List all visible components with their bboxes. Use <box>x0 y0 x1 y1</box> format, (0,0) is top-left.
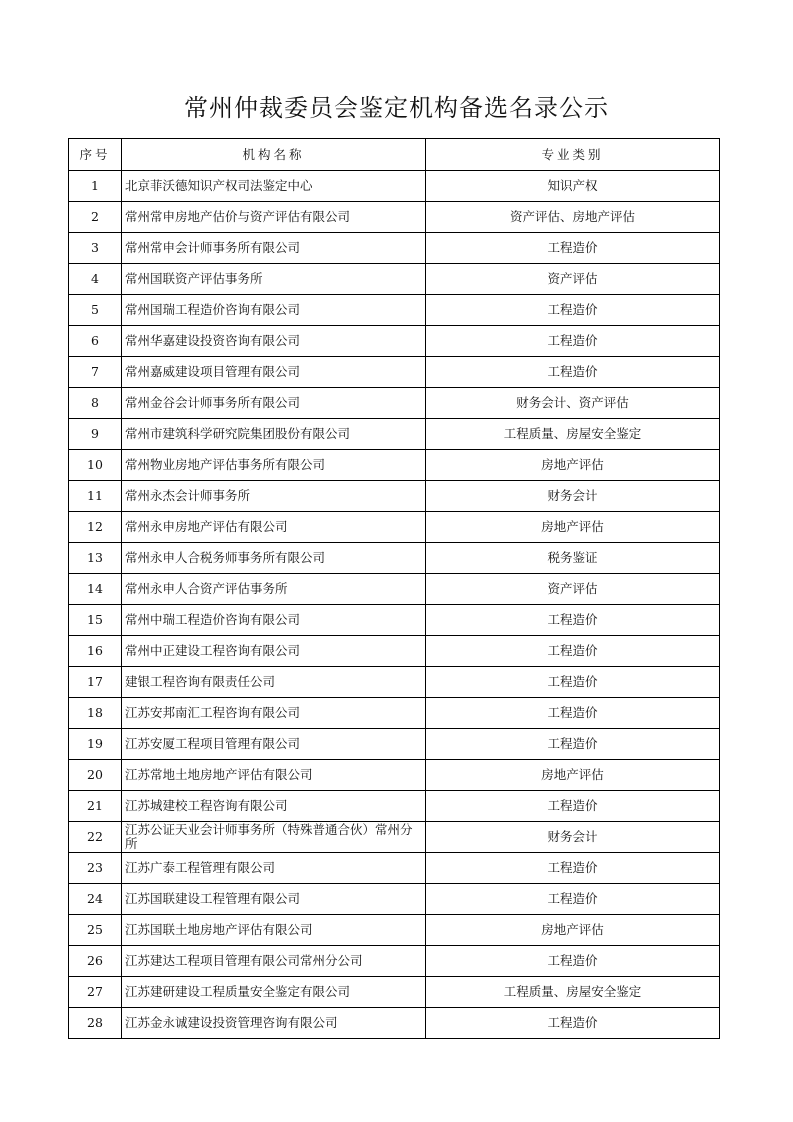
row-category: 工程质量、房屋安全鉴定 <box>426 419 720 450</box>
row-number: 6 <box>69 326 122 357</box>
row-category: 工程造价 <box>426 1008 720 1039</box>
row-category: 工程造价 <box>426 357 720 388</box>
row-institution-name: 建银工程咨询有限责任公司 <box>122 667 426 698</box>
table-row <box>69 419 720 450</box>
row-number: 28 <box>69 1008 122 1039</box>
row-institution-name: 常州永杰会计师事务所 <box>122 481 426 512</box>
row-category: 工程造价 <box>426 946 720 977</box>
row-category: 财务会计、资产评估 <box>426 388 720 419</box>
row-category: 工程造价 <box>426 698 720 729</box>
row-institution-name: 常州市建筑科学研究院集团股份有限公司 <box>122 419 426 450</box>
row-number: 4 <box>69 264 122 295</box>
institution-table <box>68 138 720 1039</box>
row-institution-name: 常州金谷会计师事务所有限公司 <box>122 388 426 419</box>
row-number: 16 <box>69 636 122 667</box>
row-number: 13 <box>69 543 122 574</box>
row-category: 工程造价 <box>426 884 720 915</box>
table-row <box>69 698 720 729</box>
row-institution-name: 常州中正建设工程咨询有限公司 <box>122 636 426 667</box>
table-row <box>69 574 720 605</box>
row-institution-name: 江苏安厦工程项目管理有限公司 <box>122 729 426 760</box>
table-row <box>69 729 720 760</box>
header-category: 专业类别 <box>426 139 720 171</box>
row-number: 27 <box>69 977 122 1008</box>
row-institution-name: 江苏常地土地房地产评估有限公司 <box>122 760 426 791</box>
table-row <box>69 295 720 326</box>
row-institution-name: 江苏城建校工程咨询有限公司 <box>122 791 426 822</box>
table-row <box>69 202 720 233</box>
row-category: 工程造价 <box>426 667 720 698</box>
row-number: 26 <box>69 946 122 977</box>
row-number: 25 <box>69 915 122 946</box>
row-number: 10 <box>69 450 122 481</box>
row-institution-name: 江苏建研建设工程质量安全鉴定有限公司 <box>122 977 426 1008</box>
row-number: 8 <box>69 388 122 419</box>
row-number: 24 <box>69 884 122 915</box>
table-row <box>69 853 720 884</box>
row-institution-name: 江苏公证天业会计师事务所（特殊普通合伙）常州分所 <box>122 822 426 853</box>
row-institution-name: 常州华嘉建设投资咨询有限公司 <box>122 326 426 357</box>
header-name: 机构名称 <box>122 139 426 171</box>
row-institution-name: 江苏建达工程项目管理有限公司常州分公司 <box>122 946 426 977</box>
row-number: 7 <box>69 357 122 388</box>
table-row <box>69 915 720 946</box>
table-row <box>69 543 720 574</box>
table-row <box>69 946 720 977</box>
row-category: 房地产评估 <box>426 512 720 543</box>
row-number: 21 <box>69 791 122 822</box>
row-institution-name: 常州国瑞工程造价咨询有限公司 <box>122 295 426 326</box>
row-institution-name: 江苏国联建设工程管理有限公司 <box>122 884 426 915</box>
row-category: 工程造价 <box>426 326 720 357</box>
row-category: 财务会计 <box>426 481 720 512</box>
row-institution-name: 常州国联资产评估事务所 <box>122 264 426 295</box>
table-row <box>69 233 720 264</box>
row-institution-name: 常州永申人合资产评估事务所 <box>122 574 426 605</box>
row-institution-name: 常州中瑞工程造价咨询有限公司 <box>122 605 426 636</box>
row-category: 工程造价 <box>426 295 720 326</box>
row-institution-name: 常州常申会计师事务所有限公司 <box>122 233 426 264</box>
row-institution-name: 常州永申人合税务师事务所有限公司 <box>122 543 426 574</box>
row-institution-name: 江苏金永诚建设投资管理咨询有限公司 <box>122 1008 426 1039</box>
row-institution-name: 常州嘉威建设项目管理有限公司 <box>122 357 426 388</box>
table-row <box>69 977 720 1008</box>
row-number: 20 <box>69 760 122 791</box>
row-category: 工程造价 <box>426 636 720 667</box>
row-institution-name: 江苏广泰工程管理有限公司 <box>122 853 426 884</box>
row-number: 11 <box>69 481 122 512</box>
table-row <box>69 791 720 822</box>
table-row <box>69 822 720 853</box>
table-row <box>69 388 720 419</box>
row-category: 房地产评估 <box>426 915 720 946</box>
row-number: 3 <box>69 233 122 264</box>
row-category: 房地产评估 <box>426 450 720 481</box>
row-category: 资产评估 <box>426 264 720 295</box>
page-title: 常州仲裁委员会鉴定机构备选名录公示 <box>184 94 609 122</box>
table-row <box>69 760 720 791</box>
row-number: 2 <box>69 202 122 233</box>
row-category: 工程造价 <box>426 853 720 884</box>
table-row <box>69 884 720 915</box>
table-header-row <box>69 139 720 171</box>
row-category: 财务会计 <box>426 822 720 853</box>
table-row <box>69 450 720 481</box>
table-row <box>69 171 720 202</box>
row-category: 税务鉴证 <box>426 543 720 574</box>
table-row <box>69 667 720 698</box>
row-category: 知识产权 <box>426 171 720 202</box>
row-number: 19 <box>69 729 122 760</box>
row-number: 17 <box>69 667 122 698</box>
row-institution-name: 北京菲沃德知识产权司法鉴定中心 <box>122 171 426 202</box>
table-row <box>69 636 720 667</box>
row-number: 18 <box>69 698 122 729</box>
row-number: 14 <box>69 574 122 605</box>
row-number: 12 <box>69 512 122 543</box>
row-institution-name: 江苏国联土地房地产评估有限公司 <box>122 915 426 946</box>
row-category: 资产评估 <box>426 574 720 605</box>
row-number: 9 <box>69 419 122 450</box>
row-category: 工程质量、房屋安全鉴定 <box>426 977 720 1008</box>
row-category: 工程造价 <box>426 729 720 760</box>
table-row <box>69 481 720 512</box>
row-number: 22 <box>69 822 122 853</box>
row-institution-name: 常州永申房地产评估有限公司 <box>122 512 426 543</box>
table-row <box>69 326 720 357</box>
header-no: 序号 <box>69 139 122 171</box>
table-body <box>69 171 720 1039</box>
table-row <box>69 605 720 636</box>
table-row <box>69 512 720 543</box>
row-institution-name: 常州常申房地产估价与资产评估有限公司 <box>122 202 426 233</box>
row-category: 工程造价 <box>426 233 720 264</box>
row-number: 15 <box>69 605 122 636</box>
row-number: 5 <box>69 295 122 326</box>
table-row <box>69 1008 720 1039</box>
row-category: 工程造价 <box>426 605 720 636</box>
row-institution-name: 江苏安邦南汇工程咨询有限公司 <box>122 698 426 729</box>
row-number: 1 <box>69 171 122 202</box>
row-institution-name: 常州物业房地产评估事务所有限公司 <box>122 450 426 481</box>
row-category: 房地产评估 <box>426 760 720 791</box>
row-number: 23 <box>69 853 122 884</box>
row-category: 资产评估、房地产评估 <box>426 202 720 233</box>
table-row <box>69 357 720 388</box>
table-row <box>69 264 720 295</box>
row-category: 工程造价 <box>426 791 720 822</box>
